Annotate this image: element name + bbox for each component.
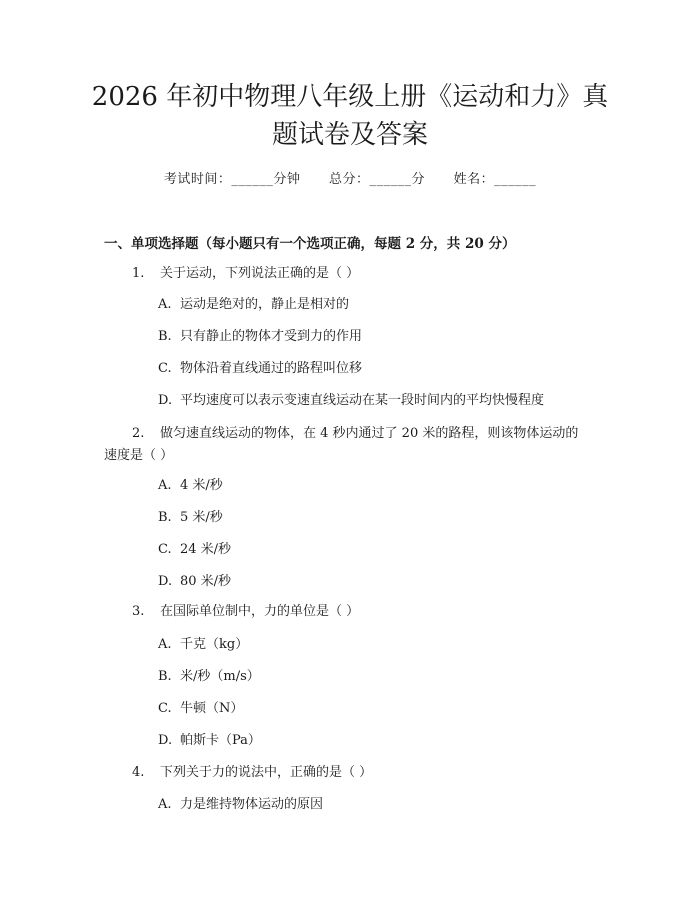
option-text: 4 米/秒 xyxy=(180,478,223,493)
option-text: 只有静止的物体才受到力的作用 xyxy=(180,329,363,344)
question-text-line2: 速度是（ ） xyxy=(104,448,174,463)
question-4-option-a xyxy=(158,793,323,812)
question-2-option-b xyxy=(158,506,223,525)
option-letter: A. xyxy=(158,478,172,493)
question-text: 在国际单位制中，力的单位是（ ） xyxy=(160,604,360,619)
question-text-line1: 做匀速直线运动的物体，在 4 秒内通过了 20 米的路程，则该物体运动的 xyxy=(160,426,579,441)
exam-time: 考试时间：______分钟 xyxy=(163,172,301,187)
option-letter: A. xyxy=(158,297,172,312)
option-text: 24 米/秒 xyxy=(180,542,232,557)
question-text: 下列关于力的说法中，正确的是（ ） xyxy=(160,765,373,780)
exam-title-line2: 题试卷及答案 xyxy=(271,120,428,150)
option-text: 物体沿着直线通过的路程叫位移 xyxy=(180,361,363,376)
option-letter: B. xyxy=(158,669,172,684)
question-3 xyxy=(132,600,359,619)
option-letter: A. xyxy=(158,637,172,652)
student-name: 姓名：______ xyxy=(453,172,537,187)
option-letter: B. xyxy=(158,510,172,525)
option-text: 牛顿（N） xyxy=(180,701,244,716)
exam-score: 总分：______分 xyxy=(328,172,425,187)
option-letter: B. xyxy=(158,329,172,344)
question-3-option-c xyxy=(158,697,243,716)
option-text: 帕斯卡（Pa） xyxy=(180,733,261,748)
option-text: 平均速度可以表示变速直线运动在某一段时间内的平均快慢程度 xyxy=(180,393,545,408)
option-letter: C. xyxy=(158,701,172,716)
question-2-option-a xyxy=(158,474,223,493)
question-1-option-d xyxy=(158,389,544,408)
option-text: 米/秒（m/s） xyxy=(180,669,260,684)
option-letter: D. xyxy=(158,574,173,589)
option-text: 5 米/秒 xyxy=(180,510,223,525)
question-1-option-c xyxy=(158,357,362,376)
option-text: 运动是绝对的，静止是相对的 xyxy=(180,297,350,312)
section-heading: 一、单项选择题（每小题只有一个选项正确，每题 2 分，共 20 分） xyxy=(104,236,516,252)
question-3-option-b xyxy=(158,665,260,684)
question-3-option-d xyxy=(158,729,261,748)
question-number: 3. xyxy=(132,604,145,619)
option-text: 80 米/秒 xyxy=(180,574,232,589)
question-number: 2. xyxy=(132,426,145,441)
question-number: 4. xyxy=(132,765,145,780)
option-letter: C. xyxy=(158,542,172,557)
option-letter: D. xyxy=(158,393,173,408)
question-2-option-c xyxy=(158,538,231,557)
exam-title-line1: 2026 年初中物理八年级上册《运动和力》真 xyxy=(91,82,609,112)
question-number: 1. xyxy=(132,266,145,281)
option-letter: D. xyxy=(158,733,173,748)
question-4 xyxy=(132,761,372,780)
question-1 xyxy=(132,262,359,281)
exam-title xyxy=(0,78,700,154)
question-1-option-b xyxy=(158,325,362,344)
question-2-option-d xyxy=(158,570,231,589)
question-2-line2 xyxy=(104,444,173,463)
question-text: 关于运动，下列说法正确的是（ ） xyxy=(160,266,360,281)
option-text: 千克（kg） xyxy=(180,637,249,652)
option-text: 力是维持物体运动的原因 xyxy=(180,797,324,812)
question-1-option-a xyxy=(158,293,349,312)
option-letter: A. xyxy=(158,797,172,812)
option-letter: C. xyxy=(158,361,172,376)
question-3-option-a xyxy=(158,633,248,652)
exam-info xyxy=(0,168,700,187)
question-2 xyxy=(132,422,578,441)
